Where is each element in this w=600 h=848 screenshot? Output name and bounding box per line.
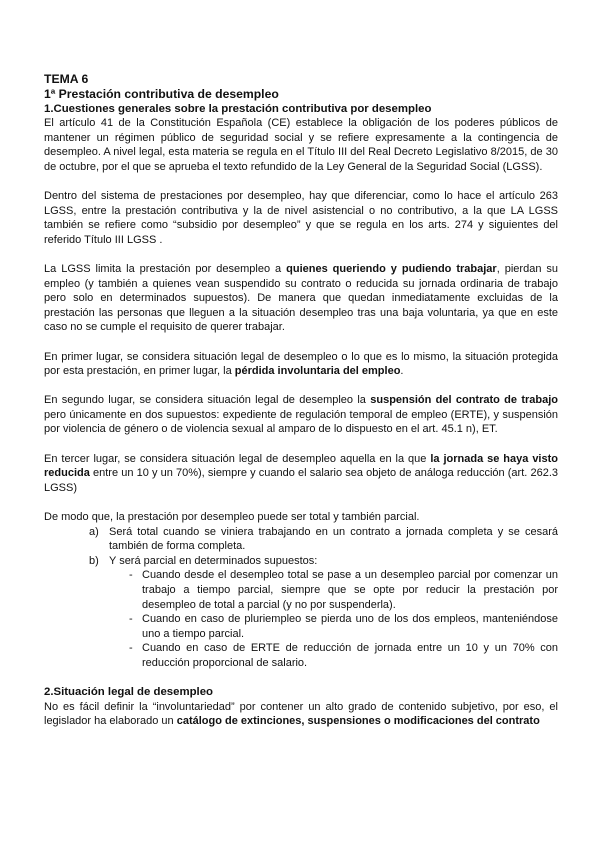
paragraph-8: [44, 700, 558, 729]
document-page: [44, 72, 558, 729]
p3-text-c: , pierdan su empleo (y también a quienes vean suspendido su contrato o reducida su jornada ordinaria de trabajo pero solo en determinados supuestos). De manera que quedan inmediatamente excluidas de la prestación las personas que lleguen a la situación desempleo tras una baja voluntaria, ya que en este caso no se cumple el requisito de querer trabajar.: [44, 262, 559, 334]
p8-text-a: No es fácil definir la “involuntariedad” por contener un alto grado de contenido subjetivo, por eso, el legislador ha elaborado un: [44, 700, 558, 728]
p5-bold: suspensión del contrato de trabajo: [370, 394, 558, 407]
paragraph-1: El artículo 41 de la Constitución Española (CE) establece la obligación de los poderes públicos de mantener un régimen público de seguridad social y se refiere expresamente a la contingencia de desempleo. A nivel legal, esta materia se regula en el Título III del Real Decreto Legislativo 8/2015, de 30 de octubre, por el que se aprueba el texto refundido de la Ley General de la Seguridad Social (LGSS).: [44, 117, 558, 173]
p3-text-a: La LGSS limita la prestación por desempleo a: [44, 262, 287, 275]
sublist-item: [44, 641, 558, 670]
list-item-a: [44, 525, 558, 554]
total-parcial-list: [44, 525, 558, 569]
p8-bold: catálogo de extinciones, suspensiones o modificaciones del contrato: [176, 715, 540, 728]
list-marker-b: b): [89, 554, 99, 567]
parcial-sublist: [44, 568, 558, 670]
spacer: [44, 671, 558, 686]
page-title: 1ª Prestación contributiva de desempleo: [44, 86, 279, 101]
section-2-heading: 2.Situación legal de desempleo: [44, 686, 214, 699]
p6-text-a: En tercer lugar, se considera situación legal de desempleo aquella en la que: [44, 452, 431, 465]
list-item-a-text: Será total cuando se viniera trabajando en un contrato a jornada completa y se cesará también de forma completa.: [109, 525, 558, 553]
sublist-item-3-text: Cuando en caso de ERTE de reducción de jornada entre un 10 y un 70% con reducción proporcional de salario.: [142, 642, 558, 669]
p6-text-c: entre un 10 y un 70%), siempre y cuando el salario sea objeto de análoga reducción (art. 262.3 LGSS): [44, 467, 558, 494]
p4-text-a: En primer lugar, se considera situación legal de desempleo o lo que es lo mismo, la situación protegida por esta prestación, en primer lugar, la: [44, 350, 558, 378]
sublist-item-1-text: Cuando desde el desempleo total se pase a un desempleo parcial por comenzar un trabajo a tiempo parcial, siempre que se opte por reducir la prestación por desempleo de total a parcial (y no por suspenderla).: [142, 569, 558, 611]
paragraph-7: De modo que, la prestación por desempleo puede ser total y también parcial.: [44, 511, 420, 524]
p4-bold: pérdida involuntaria del empleo: [234, 365, 401, 378]
p5-text-a: En segundo lugar, se considera situación legal de desempleo la: [44, 394, 371, 407]
sublist-item: [44, 568, 558, 612]
sublist-item-2-text: Cuando en caso de pluriempleo se pierda uno de los dos empleos, manteniéndose uno a tiempo parcial.: [142, 613, 558, 640]
section-1-heading: 1.Cuestiones generales sobre la prestación contributiva por desempleo: [44, 102, 432, 115]
paragraph-6: [44, 452, 558, 496]
paragraph-3: [44, 262, 558, 335]
paragraph-4: [44, 350, 558, 379]
p3-bold: quienes queriendo y pudiendo trabajar: [286, 262, 497, 275]
tema-label: TEMA 6: [44, 72, 89, 86]
p6-bold: la jornada se haya visto reducida: [44, 452, 558, 480]
p4-text-c: .: [400, 365, 404, 378]
list-item-b: [44, 554, 558, 569]
dash-marker: -: [129, 569, 133, 582]
paragraph-2: Dentro del sistema de prestaciones por desempleo, hay que diferenciar, como lo hace el artículo 263 LGSS, entre la prestación contributiva y la de nivel asistencial o no contributivo, a la que LA LGSS también se refiere como “subsidio por desempleo” y que se regula en los arts. 274 y siguientes del referido Título III LGSS .: [44, 189, 558, 246]
list-item-b-text: Y será parcial en determinados supuestos:: [109, 554, 318, 567]
p5-text-c: pero únicamente en dos supuestos: expediente de regulación temporal de empleo (ERTE), y suspensión por violencia de género o de violencia sexual al amparo de lo dispuesto en el art. 45.1 n), ET.: [44, 408, 558, 436]
dash-marker: -: [129, 642, 133, 655]
list-marker-a: a): [89, 525, 99, 538]
dash-marker: -: [129, 613, 133, 626]
sublist-item: [44, 612, 558, 641]
paragraph-5: [44, 393, 558, 437]
